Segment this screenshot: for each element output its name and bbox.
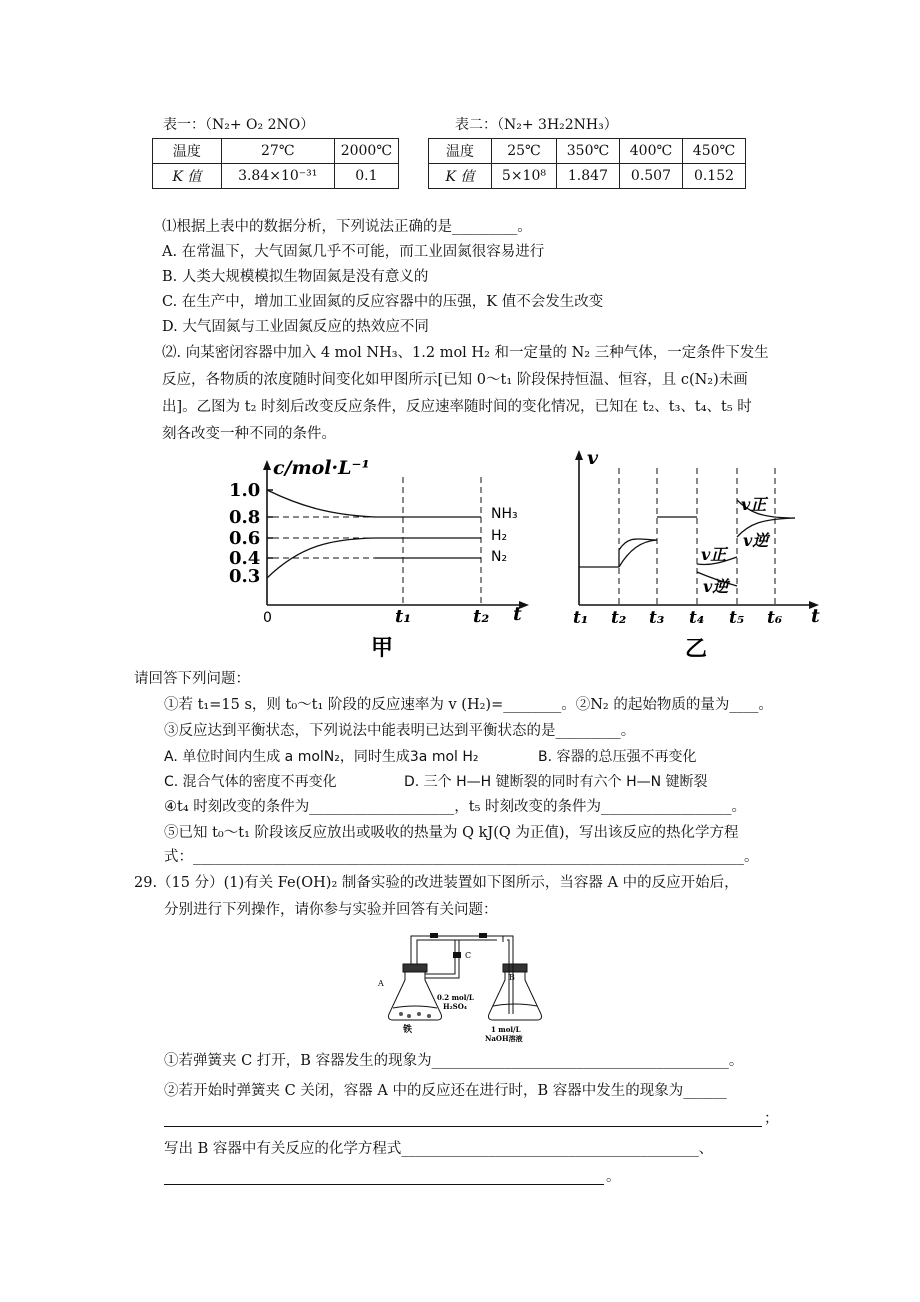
tube-mid — [425, 940, 459, 978]
yi-v-forward-1: v正 — [701, 545, 727, 564]
yi-v-reverse-2: v逆 — [743, 531, 769, 550]
table1-k-2000: 0.1 — [334, 164, 398, 189]
table2-caption: 表二：（N₂+ 3H₂2NH₃） — [455, 117, 618, 133]
jia-label-h2: H₂ — [491, 528, 508, 544]
chart-jia — [225, 450, 545, 660]
liquid-b — [493, 1004, 537, 1006]
jia-curve-nh3 — [267, 490, 481, 517]
yi-x-label: t — [811, 605, 820, 627]
label-c: C — [465, 951, 472, 960]
jia-ytick-0.4: 0.4 — [229, 548, 261, 569]
jia-ytick-0.8: 0.8 — [229, 507, 261, 528]
label-naoh-conc: 1 mol/L — [491, 1025, 521, 1034]
jia-ytick-0.6: 0.6 — [229, 528, 261, 549]
yi-v-reverse-1: v逆 — [703, 577, 729, 596]
q3-intro: 请回答下列问题： — [134, 671, 250, 687]
table1-header-27: 27℃ — [221, 139, 334, 164]
q29-sub-1: ①若弹簧夹 C 打开，B 容器发生的现象为_________________________________________。 — [164, 1053, 744, 1069]
q3-option-d: D. 三个 H—H 键断裂的同时有六个 H—N 键断裂 — [404, 774, 708, 790]
q3-option-c: C. 混合气体的密度不再变化 — [164, 774, 337, 790]
clamp-right — [479, 933, 487, 938]
yi-xtick-t2: t₂ — [611, 608, 627, 628]
jia-title: 甲 — [371, 635, 394, 660]
yi-xtick-t6: t₆ — [767, 608, 783, 628]
q29-line-1: 29.（15 分）(1)有关 Fe(OH)₂ 制备实验的改进装置如下图所示，当容器 A 中的反应开始后， — [134, 875, 739, 891]
yi-xtick-t1: t₁ — [573, 608, 589, 628]
table2-k-450: 0.152 — [682, 164, 745, 189]
table2-header-450: 450℃ — [682, 139, 745, 164]
liquid-a — [393, 1006, 437, 1008]
yi-xtick-t4: t₄ — [689, 608, 705, 628]
q3-line-1: ①若 t₁=15 s，则 t₀～t₁ 阶段的反应速率为 v (H₂)=________。②N₂ 的起始物质的量为____。 — [164, 697, 773, 713]
q1-stem: ⑴根据上表中的数据分析，下列说法正确的是_________。 — [162, 219, 532, 235]
table2-k-25: 5×10⁸ — [492, 164, 557, 189]
table2-k-label: K 值 — [429, 164, 492, 189]
q2-line-1: ⑵. 向某密闭容器中加入 4 mol NH₃、1.2 mol H₂ 和一定量的 N₂ 三种气体，一定条件下发生 — [162, 345, 769, 361]
jia-y-arrow — [263, 460, 271, 470]
jia-x-label: t — [513, 603, 522, 625]
clamp-c — [453, 952, 461, 958]
q2-line-4: 刻各改变一种不同的条件。 — [162, 426, 336, 442]
q2-line-3: 出]。乙图为 t₂ 时刻后改变反应条件，反应速率随时间的变化情况，已知在 t₂、t₃、t₄、t₅ 时 — [162, 399, 752, 415]
jia-axes — [267, 468, 525, 605]
q1-option-c: C. 在生产中，增加工业固氮的反应容器中的压强，K 值不会发生改变 — [162, 294, 604, 310]
label-h2so4: H₂SO₄ — [443, 1002, 467, 1011]
jia-label-n2: N₂ — [491, 549, 508, 565]
table1-caption: 表一：（N₂+ O₂ 2NO） — [163, 117, 315, 133]
iron-pieces — [399, 1012, 431, 1018]
table2-header-temp: 温度 — [429, 139, 492, 164]
label-a: A — [378, 979, 384, 988]
jia-xtick-t1: t₁ — [395, 606, 412, 627]
q3-line-2: ③反应达到平衡状态，下列说法中能表明已达到平衡状态的是_________。 — [164, 723, 636, 739]
chart-yi — [565, 442, 835, 660]
q29-sub-3: 写出 B 容器中有关反应的化学方程式_________________________________________、 — [164, 1141, 714, 1157]
q1-option-a: A. 在常温下，大气固氮几乎不可能，而工业固氮很容易进行 — [162, 244, 545, 260]
table1-header-2000: 2000℃ — [334, 139, 398, 164]
q3-line-4: ④t₄ 时刻改变的条件为____________________，t₅ 时刻改变的条件为__________________。 — [164, 799, 746, 815]
jia-xtick-0: 0 — [263, 610, 272, 626]
jia-xtick-t2: t₂ — [473, 606, 490, 627]
jia-ticks — [267, 490, 273, 558]
table2-header-350: 350℃ — [556, 139, 619, 164]
q29-sub-2: ②若开始时弹簧夹 C 关闭，容器 A 中的反应还在进行时，B 容器中发生的现象为______ — [164, 1083, 727, 1099]
table1-k-label: K 值 — [153, 164, 222, 189]
q3-option-b: B. 容器的总压强不再变化 — [538, 749, 697, 765]
q29-sub-2-blank — [164, 1112, 762, 1127]
apparatus-diagram — [375, 928, 555, 1048]
q3-line-6: 式：____________________________________________________________________________。 — [164, 849, 759, 865]
clamp-top — [430, 933, 438, 938]
table2 — [428, 138, 746, 189]
table1-k-27: 3.84×10⁻³¹ — [221, 164, 334, 189]
q3-option-a: A. 单位时间内生成 a molN₂，同时生成3a mol H₂ — [164, 749, 479, 765]
jia-y-label: c/mol·L⁻¹ — [273, 457, 370, 479]
stopper-a — [403, 964, 427, 972]
q2-line-2: 反应，各物质的浓度随时间变化如甲图所示[已知 0～t₁ 阶段保持恒温、恒容，且 c(N₂)未画 — [162, 372, 748, 388]
q3-line-5: ⑤已知 t₀～t₁ 阶段该反应放出或吸收的热量为 Q kJ(Q 为正值)，写出该反应的热化学方程 — [164, 825, 739, 841]
jia-ytick-0.3: 0.3 — [229, 566, 261, 587]
q29-sub-4-end: 。 — [606, 1169, 621, 1185]
label-b: B — [509, 973, 515, 982]
stopper-b — [503, 964, 527, 972]
q29-sub-4-blank — [164, 1170, 604, 1185]
jia-dashes — [273, 477, 481, 605]
label-h2so4-conc: 0.2 mol/L — [437, 993, 474, 1002]
q29-line-2: 分别进行下列操作，请你参与实验并回答有关问题： — [164, 902, 498, 918]
jia-label-nh3: NH₃ — [491, 506, 518, 522]
table2-header-25: 25℃ — [492, 139, 557, 164]
yi-xtick-t5: t₅ — [729, 608, 745, 628]
flask-b — [489, 970, 542, 1020]
table2-k-400: 0.507 — [619, 164, 682, 189]
yi-y-arrow — [575, 450, 583, 460]
table2-k-350: 1.847 — [556, 164, 619, 189]
yi-xtick-t3: t₃ — [649, 608, 665, 628]
jia-ytick-1.0: 1.0 — [229, 480, 261, 501]
table2-header-400: 400℃ — [619, 139, 682, 164]
label-naoh: NaOH溶液 — [485, 1034, 523, 1043]
yi-v-forward-2: v正 — [741, 495, 767, 514]
q1-option-b: B. 人类大规模模拟生物固氮是没有意义的 — [162, 269, 429, 285]
yi-title: 乙 — [685, 636, 708, 660]
table1-header-temp: 温度 — [153, 139, 222, 164]
tube-top — [411, 936, 503, 964]
label-iron: 铁 — [403, 1025, 413, 1035]
table1 — [152, 138, 399, 189]
q29-sub-2-end: ； — [764, 1111, 779, 1127]
q1-option-d: D. 大气固氮与工业固氮反应的热效应不同 — [162, 319, 429, 335]
yi-y-label: v — [587, 447, 599, 469]
